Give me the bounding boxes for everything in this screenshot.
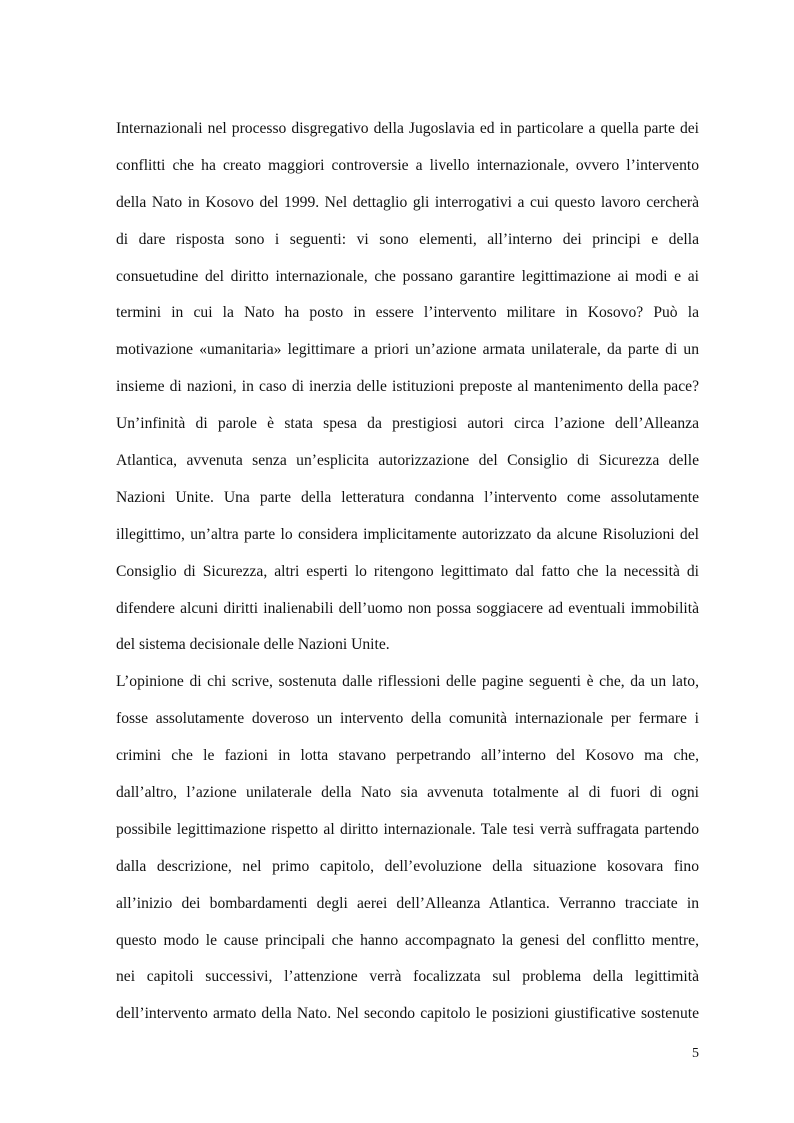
text-line: Consiglio di Sicurezza, altri esperti lo ritengono legittimato dal fatto che la necessità di [116, 562, 699, 580]
text-line: possibile legittimazione rispetto al diritto internazionale. Tale tesi verrà suffragata partendo [116, 820, 699, 838]
text-line: dalla descrizione, nel primo capitolo, dell’evoluzione della situazione kosovara fino [116, 857, 699, 875]
text-line: termini in cui la Nato ha posto in essere l’intervento militare in Kosovo? Può la [116, 304, 699, 322]
text-line: Nazioni Unite. Una parte della letteratura condanna l’intervento come assolutamente [116, 488, 699, 506]
text-line: crimini che le fazioni in lotta stavano perpetrando all’interno del Kosovo ma che, [116, 747, 699, 765]
text-line: nei capitoli successivi, l’attenzione verrà focalizzata sul problema della legittimità [116, 968, 699, 986]
page-number: 5 [692, 1046, 699, 1061]
text-line: conflitti che ha creato maggiori controversie a livello internazionale, ovvero l’intervento [116, 156, 699, 174]
body-text [116, 111, 699, 1033]
text-line: all’inizio dei bombardamenti degli aerei dell’Alleanza Atlantica. Verranno tracciate in [116, 894, 699, 912]
text-line: L’opinione di chi scrive, sostenuta dalle riflessioni delle pagine seguenti è che, da un lato, [116, 673, 699, 691]
text-line: motivazione «umanitaria» legittimare a priori un’azione armata unilaterale, da parte di un [116, 341, 699, 359]
text-line: del sistema decisionale delle Nazioni Unite. [116, 636, 390, 654]
text-line: dell’intervento armato della Nato. Nel secondo capitolo le posizioni giustificative sostenute [116, 1005, 699, 1023]
text-line: fosse assolutamente doveroso un intervento della comunità internazionale per fermare i [116, 710, 699, 728]
text-line: questo modo le cause principali che hanno accompagnato la genesi del conflitto mentre, [116, 931, 699, 949]
text-line: di dare risposta sono i seguenti: vi sono elementi, all’interno dei principi e della [116, 230, 699, 248]
text-line: Internazionali nel processo disgregativo della Jugoslavia ed in particolare a quella parte dei [116, 120, 699, 137]
text-line: dall’altro, l’azione unilaterale della Nato sia avvenuta totalmente al di fuori di ogni [116, 784, 699, 802]
text-line: consuetudine del diritto internazionale, che possano garantire legittimazione ai modi e ai [116, 267, 699, 285]
text-line: Un’infinità di parole è stata spesa da prestigiosi autori circa l’azione dell’Alleanza [116, 415, 699, 433]
text-line: illegittimo, un’altra parte lo considera implicitamente autorizzato da alcune Risoluzioni del [116, 525, 699, 543]
text-line: insieme di nazioni, in caso di inerzia delle istituzioni preposte al mantenimento della pace? [116, 378, 699, 396]
text-line: difendere alcuni diritti inalienabili dell’uomo non possa soggiacere ad eventuali immobilità [116, 599, 699, 617]
text-line: Atlantica, avvenuta senza un’esplicita autorizzazione del Consiglio di Sicurezza delle [116, 452, 699, 470]
text-line: della Nato in Kosovo del 1999. Nel dettaglio gli interrogativi a cui questo lavoro cercherà [116, 193, 699, 211]
